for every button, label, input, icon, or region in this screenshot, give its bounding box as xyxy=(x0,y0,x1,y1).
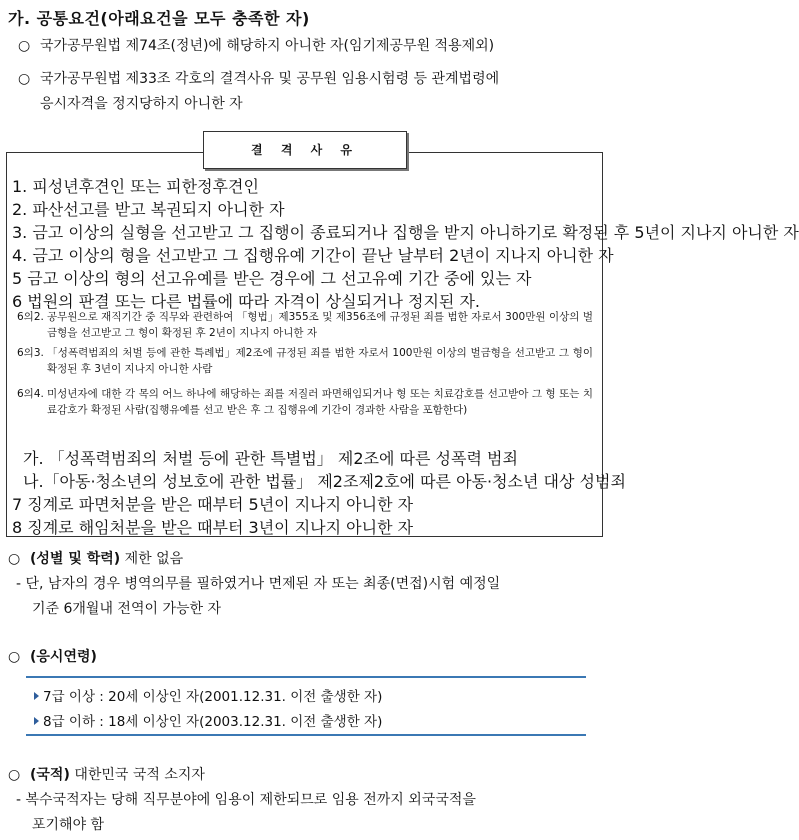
disq-sub-text: 「성폭력범죄의 처벌 등에 관한 특례법」제2조에 규정된 죄를 범한 자로서 100만원 이상의 벌금형을 선고받고 그 형이 확정된 후 3년이 지나지 아니한 사람 xyxy=(47,347,593,375)
disq-sub-6-2 xyxy=(17,310,593,342)
circle-bullet-icon: ○ xyxy=(8,551,21,567)
disq-item-7: 7 징계로 파면처분을 받은 때부터 5년이 지나지 아니한 자 xyxy=(12,495,414,514)
disq-item-4: 4. 금고 이상의 형을 선고받고 그 집행유예 기간이 끝난 날부터 2년이 지나지 아니한 자 xyxy=(12,246,614,265)
disq-sub-6-4 xyxy=(17,387,593,435)
circle-bullet-icon: ○ xyxy=(18,71,31,87)
triangle-bullet-icon xyxy=(34,717,39,725)
age-row-2-text: 8급 이하 : 18세 이상인 자(2003.12.31. 이전 출생한 자) xyxy=(43,714,383,730)
disq-item-3: 3. 금고 이상의 실형을 선고받고 그 집행이 종료되거나 집행을 받지 아니하기로 확정된 후 5년이 지나지 아니한 자 xyxy=(12,223,799,242)
disq-sub-prefix: 6의4. xyxy=(17,388,44,400)
disq-item-6: 6 법원의 판결 또는 다른 법률에 따라 자격이 상실되거나 정지된 자. xyxy=(12,292,480,311)
gender-note-line1: - 단, 남자의 경우 병역의무를 필하였거나 면제된 자 또는 최종(면접)시험 예정일 xyxy=(16,576,501,592)
disq-item-2: 2. 파산선고를 받고 복권되지 아니한 자 xyxy=(12,200,285,219)
age-box xyxy=(26,676,586,736)
disq-sub-prefix: 6의2. xyxy=(17,311,44,323)
circle-bullet-icon: ○ xyxy=(8,767,21,783)
disq-sub-prefix: 6의3. xyxy=(17,347,44,359)
disqualification-title: 결 격 사 유 xyxy=(203,131,407,169)
gender-education-section xyxy=(8,547,500,622)
triangle-bullet-icon xyxy=(34,692,39,700)
nationality-note-line1: - 복수국적자는 당해 직무분야에 임용이 제한되므로 임용 전까지 외국국적을 xyxy=(16,792,476,808)
age-row-2 xyxy=(34,710,382,730)
disq-subitem-na: 나.「아동·청소년의 성보호에 관한 법률」 제2조제2호에 따른 아동·청소년 대상 성범죄 xyxy=(23,472,626,491)
nationality-label: (국적) xyxy=(30,767,70,783)
disq-sub-text: 미성년자에 대한 각 목의 어느 하나에 해당하는 죄를 저질러 파면해임되거나 형 또는 치료감호를 선고받아 그 형 또는 치료감호가 확정된 사람(집행유예를 선고 받은 후 그 집행유예 기간이 경과한 사람을 포함한다) xyxy=(47,388,593,416)
disq-item-1: 1. 피성년후견인 또는 피한정후견인 xyxy=(12,177,259,196)
gender-text: 제한 없음 xyxy=(124,551,184,567)
age-label: (응시연령) xyxy=(30,649,97,665)
age-row-1 xyxy=(34,685,382,705)
requirement-2-line2: 응시자격을 정지당하지 아니한 자 xyxy=(40,96,243,112)
disq-item-8: 8 징계로 해임처분을 받은 때부터 3년이 지나지 아니한 자 xyxy=(12,518,414,537)
nationality-text: 대한민국 국적 소지자 xyxy=(74,767,205,783)
nationality-note-line2: 포기해야 함 xyxy=(32,817,105,833)
disq-sub-text: 공무원으로 재직기간 중 직무와 관련하여 「형법」제355조 및 제356조에 규정된 죄를 범한 자로서 300만원 이상의 벌금형을 선고받고 그 형이 확정된 후 2년이 지나지 아니한 자 xyxy=(47,311,593,339)
age-section xyxy=(8,645,97,670)
gender-note-line2: 기준 6개월내 전역이 가능한 자 xyxy=(32,601,221,617)
disqualification-box xyxy=(6,152,799,537)
requirement-2 xyxy=(18,67,499,117)
gender-label: (성별 및 학력) xyxy=(30,551,121,567)
disq-item-5: 5 금고 이상의 형의 선고유예를 받은 경우에 그 선고유예 기간 중에 있는 자 xyxy=(12,269,532,288)
age-row-1-text: 7급 이상 : 20세 이상인 자(2001.12.31. 이전 출생한 자) xyxy=(43,689,383,705)
requirement-1 xyxy=(18,34,494,59)
requirement-2-line1: 국가공무원법 제33조 각호의 결격사유 및 공무원 임용시험령 등 관계법령에 xyxy=(40,71,500,87)
requirement-1-text: 국가공무원법 제74조(정년)에 해당하지 아니한 자(임기제공무원 적용제외) xyxy=(40,38,495,54)
disq-sub-6-3 xyxy=(17,346,593,378)
disq-subitem-ga: 가. 「성폭력범죄의 처벌 등에 관한 특별법」 제2조에 따른 성폭력 범죄 xyxy=(23,449,518,468)
section-heading: 가. 공통요건(아래요건을 모두 충족한 자) xyxy=(8,9,310,28)
circle-bullet-icon: ○ xyxy=(8,649,21,665)
nationality-section xyxy=(8,763,476,838)
circle-bullet-icon: ○ xyxy=(18,38,31,54)
